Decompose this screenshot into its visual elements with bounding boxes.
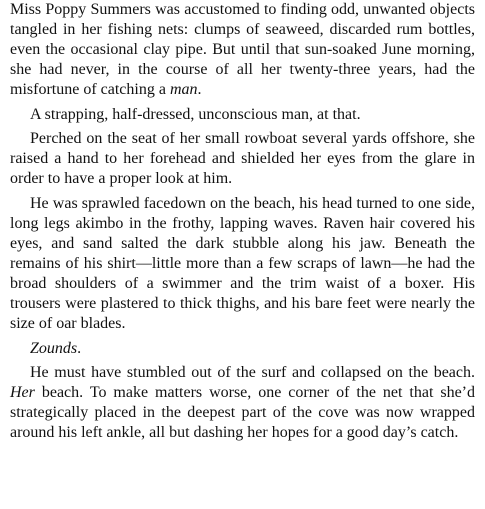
emphasis-man: man (169, 80, 198, 98)
emphasis-her: Her (10, 384, 35, 402)
paragraph-1-end: . (197, 80, 202, 98)
paragraph-1 (10, 0, 475, 100)
paragraph-2-text: A strapping, half-dressed, unconscious man, at that. (30, 105, 361, 123)
paragraph-4 (10, 194, 475, 333)
paragraph-5-end: . (77, 339, 82, 357)
emphasis-zounds: Zounds (30, 339, 78, 357)
paragraph-6-end: beach. To make matters worse, one corner of the net that she’d strategically placed in the deepest part of the cove was now wrapped around his left ankle, all but dashing her hopes for a good day’s catch. (10, 384, 475, 442)
paragraph-1-text: Miss Poppy Summers was accustomed to finding odd, unwanted objects tangled in her fishing nets: clumps of seaweed, discarded rum bottles, even the occasional clay pipe. But until that sun-soaked June morning, she had never, in the course of all her twenty-three years, had the misfortune of catching a (10, 1, 475, 98)
paragraph-2 (10, 105, 475, 125)
paragraph-3 (10, 129, 475, 189)
paragraph-6 (10, 363, 475, 443)
paragraph-3-text: Perched on the seat of her small rowboat several yards offshore, she raised a hand to her forehead and shielded her eyes from the glare in order to have a proper look at him. (10, 130, 475, 188)
paragraph-5 (10, 339, 475, 359)
paragraph-6-text: He must have stumbled out of the surf and collapsed on the beach. (30, 364, 475, 382)
paragraph-4-text: He was sprawled facedown on the beach, his head turned to one side, long legs akimbo in the frothy, lapping waves. Raven hair covered his eyes, and sand salted the dark stubble along his jaw. Beneath the remains of his shirt—little more than a few scraps of lawn—he had the broad shoulders of a swimmer and the trim waist of a boxer. His trousers were plastered to thick thighs, and his bare feet were nearly the size of oar blades. (10, 195, 475, 332)
